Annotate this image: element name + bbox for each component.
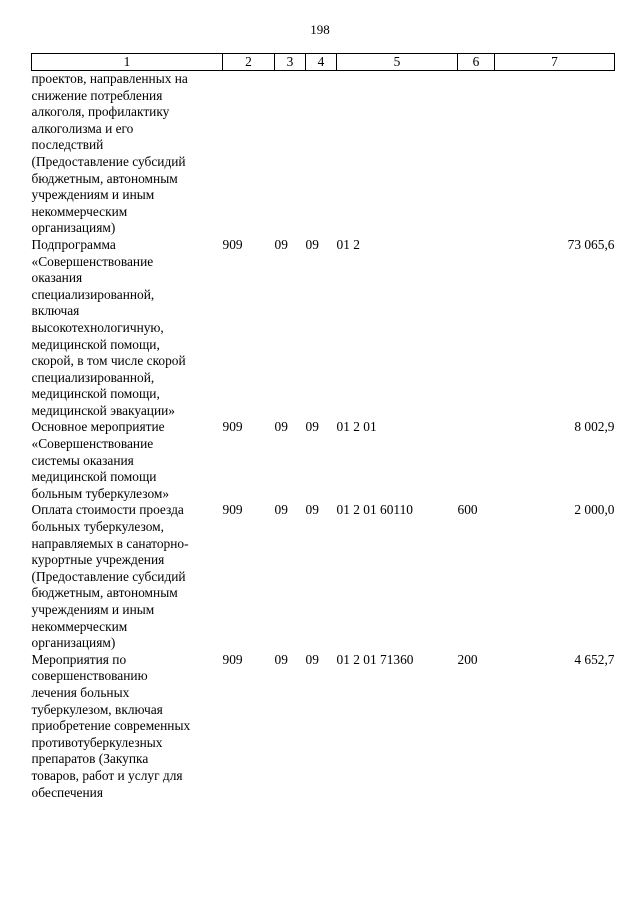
row-name-line: Подпрограмма (31, 236, 116, 252)
admin-code-cell (223, 71, 275, 237)
row-name-line: (Предоставление субсидий (31, 568, 186, 584)
row-name-cell (32, 71, 223, 237)
row-name-line: Основное мероприятие (31, 419, 165, 435)
row-name-line: организациям) (31, 220, 116, 236)
subsection-code-cell: 09 (305, 236, 319, 252)
admin-code-cell: 909 (222, 419, 243, 435)
column-header: 7 (495, 54, 615, 71)
amount-cell: 73 065,6 (567, 236, 615, 252)
table-row (32, 652, 615, 801)
table-row (32, 419, 615, 502)
row-name-line: учреждениям и иным (31, 602, 155, 617)
row-name-line: специализированной, (31, 369, 155, 385)
row-name-line: товаров, работ и услуг для (31, 767, 183, 783)
row-name-line: системы оказания (31, 452, 134, 468)
table-row (32, 71, 615, 237)
row-name-cell (32, 419, 223, 502)
row-name-line: Оплата стоимости проезда (31, 502, 184, 518)
row-name-line: скорой, в том числе скорой (31, 353, 186, 369)
amount-cell: 8 002,9 (574, 419, 615, 435)
subsection-code-cell: 09 (305, 502, 319, 518)
row-name-line: оказания (31, 270, 83, 286)
amount-cell: 2 000,0 (574, 502, 615, 518)
expense-type-cell: 600 (457, 502, 478, 518)
row-name-cell (32, 237, 223, 420)
column-header: 2 (223, 54, 275, 71)
target-article-cell (337, 71, 458, 237)
row-name-line: включая (31, 303, 80, 319)
row-name-line: медицинской помощи, (31, 336, 160, 352)
row-name-line: Мероприятия по (31, 651, 127, 667)
row-name-line: организациям) (31, 635, 116, 651)
row-name-cell (32, 652, 223, 801)
expense-type-cell (458, 419, 495, 502)
row-name-line: направляемых в санаторно- (31, 535, 189, 551)
page-number: 198 (310, 22, 330, 37)
row-name-line: медицинской эвакуации» (31, 402, 176, 418)
expense-type-cell (458, 71, 495, 237)
amount-cell (495, 71, 615, 237)
row-name-line: (Предоставление субсидий (31, 153, 186, 169)
admin-code-cell: 909 (222, 502, 243, 518)
table-row (32, 502, 615, 651)
row-name-line: лечения больных (31, 684, 130, 700)
row-name-line: высокотехнологичную, (31, 319, 164, 335)
column-header: 6 (458, 54, 495, 71)
row-name-line: алкоголя, профилактику (31, 104, 170, 120)
row-name-line: последствий (31, 137, 104, 153)
row-name-line: специализированной, (31, 286, 155, 302)
row-name-line: противотуберкулезных (31, 734, 163, 750)
row-name-line: проектов, направленных на (31, 71, 188, 86)
admin-code-cell: 909 (222, 651, 243, 667)
row-name-line: снижение потребления (31, 87, 163, 103)
row-name-line: совершенствованию (31, 668, 148, 684)
section-code-cell: 09 (274, 502, 288, 518)
row-name-line: препаратов (Закупка (31, 751, 149, 767)
column-header: 3 (275, 54, 306, 71)
expense-type-cell: 200 (457, 651, 478, 667)
row-name-line: больных туберкулезом, (31, 519, 164, 535)
section-code-cell: 09 (274, 236, 288, 252)
row-name-line: обеспечения (31, 784, 103, 800)
target-article-cell: 01 2 01 71360 (336, 651, 414, 667)
column-header: 1 (32, 54, 223, 71)
row-name-line: «Совершенствование (31, 253, 154, 269)
column-header: 5 (337, 54, 458, 71)
admin-code-cell: 909 (222, 236, 243, 252)
section-code-cell: 09 (274, 651, 288, 667)
target-article-cell: 01 2 (336, 236, 360, 252)
target-article-cell: 01 2 01 60110 (336, 502, 413, 518)
row-name-line: бюджетным, автономным (31, 585, 178, 601)
row-name-line: больным туберкулезом» (31, 485, 170, 501)
section-code-cell: 09 (274, 419, 288, 435)
target-article-cell: 01 2 01 (336, 419, 377, 435)
row-name-line: некоммерческим (31, 618, 128, 634)
row-name-line: туберкулезом, включая (31, 701, 163, 717)
row-name-line: курортные учреждения (31, 552, 165, 568)
row-name-line: приобретение современных (31, 718, 191, 734)
section-code-cell (275, 71, 306, 237)
row-name-line: бюджетным, автономным (31, 170, 178, 186)
row-name-cell (32, 502, 223, 651)
row-name-line: учреждениям и иным (31, 187, 155, 203)
row-name-line: некоммерческим (31, 203, 128, 219)
column-header-row (32, 54, 615, 71)
row-name-line: «Совершенствование (31, 436, 154, 452)
budget-table (31, 53, 615, 801)
expense-type-cell (458, 237, 495, 420)
table-body (32, 71, 615, 802)
row-name-line: медицинской помощи, (31, 386, 160, 402)
subsection-code-cell: 09 (305, 651, 319, 667)
row-name-line: медицинской помощи (31, 469, 157, 485)
subsection-code-cell: 09 (305, 419, 319, 435)
subsection-code-cell (306, 71, 337, 237)
column-header: 4 (306, 54, 337, 71)
amount-cell: 4 652,7 (574, 651, 615, 667)
table-row (32, 237, 615, 420)
row-name-line: алкоголизма и его (31, 120, 134, 136)
